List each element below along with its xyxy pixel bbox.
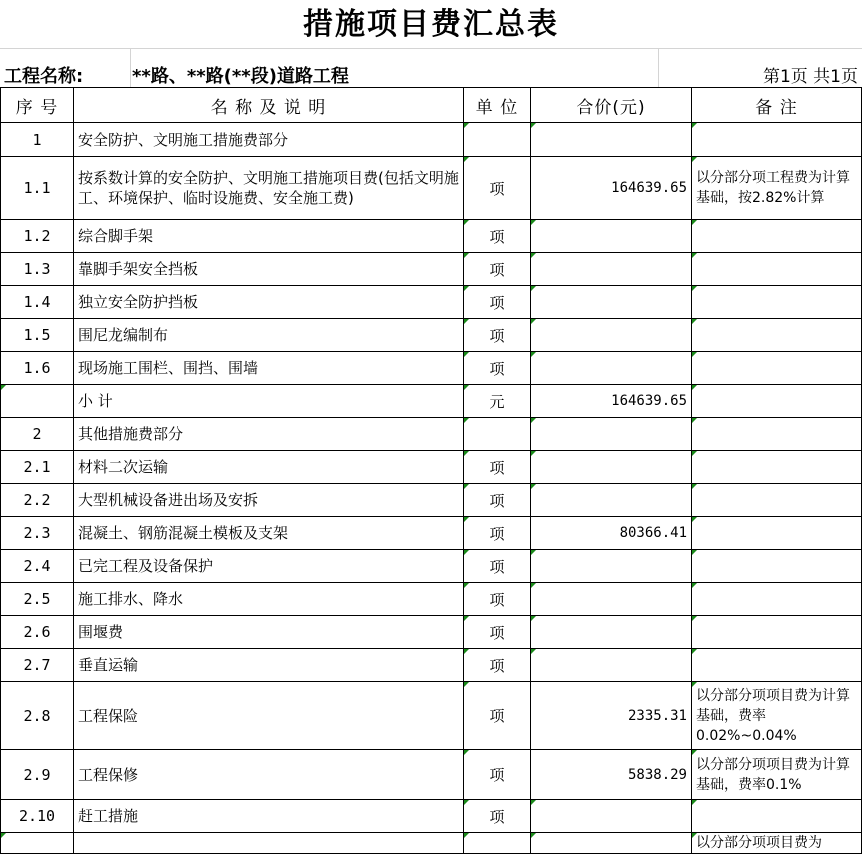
- cell-unit[interactable]: 项: [464, 550, 531, 583]
- project-name: **路、**路(**段)道路工程: [132, 66, 349, 87]
- cell-note[interactable]: [692, 616, 862, 649]
- table-row: [1, 123, 862, 157]
- table-row: [1, 833, 862, 854]
- cell-amount[interactable]: [531, 550, 692, 583]
- table-row: [1, 484, 862, 517]
- cell-name[interactable]: 材料二次运输: [74, 451, 464, 484]
- cell-amount[interactable]: 80366.41: [531, 517, 692, 550]
- cell-no[interactable]: 2.8: [1, 682, 74, 750]
- project-info-row: [0, 60, 862, 86]
- cell-amount[interactable]: [531, 583, 692, 616]
- cell-note[interactable]: [692, 583, 862, 616]
- cell-no[interactable]: 1: [1, 123, 74, 157]
- cell-no[interactable]: 2: [1, 418, 74, 451]
- cell-note[interactable]: [692, 385, 862, 418]
- cell-amount[interactable]: 164639.65: [531, 157, 692, 220]
- cell-unit[interactable]: [464, 833, 531, 854]
- cell-amount[interactable]: [531, 352, 692, 385]
- cell-name[interactable]: 工程保险: [74, 682, 464, 750]
- cell-amount[interactable]: [531, 253, 692, 286]
- cell-note[interactable]: [692, 451, 862, 484]
- cell-name[interactable]: 独立安全防护挡板: [74, 286, 464, 319]
- cell-unit[interactable]: 项: [464, 682, 531, 750]
- table-row: [1, 319, 862, 352]
- cell-amount[interactable]: [531, 418, 692, 451]
- table-row: [1, 451, 862, 484]
- cell-name[interactable]: 小 计: [74, 385, 464, 418]
- cell-note[interactable]: [692, 484, 862, 517]
- cell-unit[interactable]: 项: [464, 484, 531, 517]
- cell-no[interactable]: 2.4: [1, 550, 74, 583]
- cell-name[interactable]: 大型机械设备进出场及安拆: [74, 484, 464, 517]
- cell-note[interactable]: [692, 800, 862, 833]
- cell-no[interactable]: 2.5: [1, 583, 74, 616]
- cell-name[interactable]: 其他措施费部分: [74, 418, 464, 451]
- cell-no[interactable]: 1.4: [1, 286, 74, 319]
- cell-no[interactable]: 2.7: [1, 649, 74, 682]
- cell-no[interactable]: 2.3: [1, 517, 74, 550]
- cell-note[interactable]: [692, 220, 862, 253]
- cell-name[interactable]: 安全防护、文明施工措施费部分: [74, 123, 464, 157]
- cell-no[interactable]: [1, 833, 74, 854]
- table-row: [1, 616, 862, 649]
- cell-note[interactable]: [692, 352, 862, 385]
- cell-unit[interactable]: 元: [464, 385, 531, 418]
- table-row: [1, 682, 862, 750]
- table-row: [1, 220, 862, 253]
- header-row: [1, 88, 862, 123]
- table-row: [1, 517, 862, 550]
- cell-note[interactable]: [692, 123, 862, 157]
- cell-unit[interactable]: [464, 418, 531, 451]
- cell-unit[interactable]: 项: [464, 157, 531, 220]
- cell-name[interactable]: 工程保修: [74, 750, 464, 800]
- cell-amount[interactable]: [531, 833, 692, 854]
- summary-table: [0, 87, 862, 854]
- cell-note[interactable]: 以分部分项项目费为计算基础，费率0.1%: [692, 750, 862, 800]
- cell-amount[interactable]: 164639.65: [531, 385, 692, 418]
- cell-name[interactable]: 现场施工围栏、围挡、围墙: [74, 352, 464, 385]
- cell-no[interactable]: 1.3: [1, 253, 74, 286]
- header-name: 名 称 及 说 明: [74, 88, 464, 123]
- cell-unit[interactable]: 项: [464, 220, 531, 253]
- table-row: [1, 583, 862, 616]
- cell-amount[interactable]: [531, 319, 692, 352]
- cell-amount[interactable]: 2335.31: [531, 682, 692, 750]
- cell-name[interactable]: 靠脚手架安全挡板: [74, 253, 464, 286]
- cell-note[interactable]: 以分部分项工程费为计算基础，按2.82%计算: [692, 157, 862, 220]
- cell-no[interactable]: 1.1: [1, 157, 74, 220]
- cell-amount[interactable]: [531, 220, 692, 253]
- header-no: 序 号: [1, 88, 74, 123]
- cell-amount[interactable]: 5838.29: [531, 750, 692, 800]
- cell-unit[interactable]: 项: [464, 583, 531, 616]
- header-note: 备 注: [692, 88, 862, 123]
- cell-amount[interactable]: [531, 123, 692, 157]
- cell-amount[interactable]: [531, 286, 692, 319]
- cell-note[interactable]: [692, 550, 862, 583]
- cell-no[interactable]: 1.6: [1, 352, 74, 385]
- cell-amount[interactable]: [531, 649, 692, 682]
- cell-unit[interactable]: 项: [464, 319, 531, 352]
- page-info: 第1页 共1页: [762, 67, 858, 87]
- table-row: [1, 157, 862, 220]
- cell-name[interactable]: [74, 833, 464, 854]
- header-amount: 合价(元): [531, 88, 692, 123]
- cell-unit[interactable]: 项: [464, 800, 531, 833]
- cell-name[interactable]: 围尼龙编制布: [74, 319, 464, 352]
- cell-no[interactable]: 1.5: [1, 319, 74, 352]
- cell-amount[interactable]: [531, 616, 692, 649]
- table-row: [1, 418, 862, 451]
- table-row: [1, 649, 862, 682]
- cell-note[interactable]: [692, 418, 862, 451]
- cell-name[interactable]: 垂直运输: [74, 649, 464, 682]
- cell-name[interactable]: 混凝土、钢筋混凝土模板及支架: [74, 517, 464, 550]
- table-row: [1, 550, 862, 583]
- cell-unit[interactable]: 项: [464, 286, 531, 319]
- cell-amount[interactable]: [531, 484, 692, 517]
- cell-amount[interactable]: [531, 800, 692, 833]
- cell-unit[interactable]: 项: [464, 352, 531, 385]
- cell-no[interactable]: 2.2: [1, 484, 74, 517]
- cell-unit[interactable]: 项: [464, 517, 531, 550]
- cell-name[interactable]: 围堰费: [74, 616, 464, 649]
- table-row: [1, 352, 862, 385]
- cell-name[interactable]: 施工排水、降水: [74, 583, 464, 616]
- cell-no[interactable]: 2.10: [1, 800, 74, 833]
- table-row: [1, 253, 862, 286]
- cell-note[interactable]: [692, 319, 862, 352]
- cell-unit[interactable]: 项: [464, 616, 531, 649]
- cell-amount[interactable]: [531, 451, 692, 484]
- table-row: [1, 750, 862, 800]
- cell-no[interactable]: 2.6: [1, 616, 74, 649]
- cell-no[interactable]: 2.9: [1, 750, 74, 800]
- header-unit: 单 位: [464, 88, 531, 123]
- cell-note[interactable]: [692, 649, 862, 682]
- page-title: 措施项目费汇总表: [303, 7, 559, 42]
- cell-name[interactable]: 赶工措施: [74, 800, 464, 833]
- cell-no[interactable]: [1, 385, 74, 418]
- cell-no[interactable]: 2.1: [1, 451, 74, 484]
- cell-unit[interactable]: [464, 123, 531, 157]
- table-row: [1, 800, 862, 833]
- table-row: [1, 286, 862, 319]
- cell-unit[interactable]: 项: [464, 253, 531, 286]
- cell-unit[interactable]: 项: [464, 750, 531, 800]
- cell-name[interactable]: 按系数计算的安全防护、文明施工措施项目费(包括文明施工、环境保护、临时设施费、安全施工费): [74, 157, 464, 220]
- cell-note[interactable]: [692, 253, 862, 286]
- cell-name[interactable]: 综合脚手架: [74, 220, 464, 253]
- cell-no[interactable]: 1.2: [1, 220, 74, 253]
- cell-note[interactable]: [692, 286, 862, 319]
- cell-unit[interactable]: 项: [464, 649, 531, 682]
- cell-note[interactable]: 以分部分项项目费为计算基础，费率0.02%~0.04%: [692, 682, 862, 750]
- cell-unit[interactable]: 项: [464, 451, 531, 484]
- table-row: [1, 385, 862, 418]
- cell-note[interactable]: 以分部分项项目费为: [692, 833, 862, 854]
- cell-note[interactable]: [692, 517, 862, 550]
- project-label: 工程名称:: [4, 66, 84, 87]
- cell-name[interactable]: 已完工程及设备保护: [74, 550, 464, 583]
